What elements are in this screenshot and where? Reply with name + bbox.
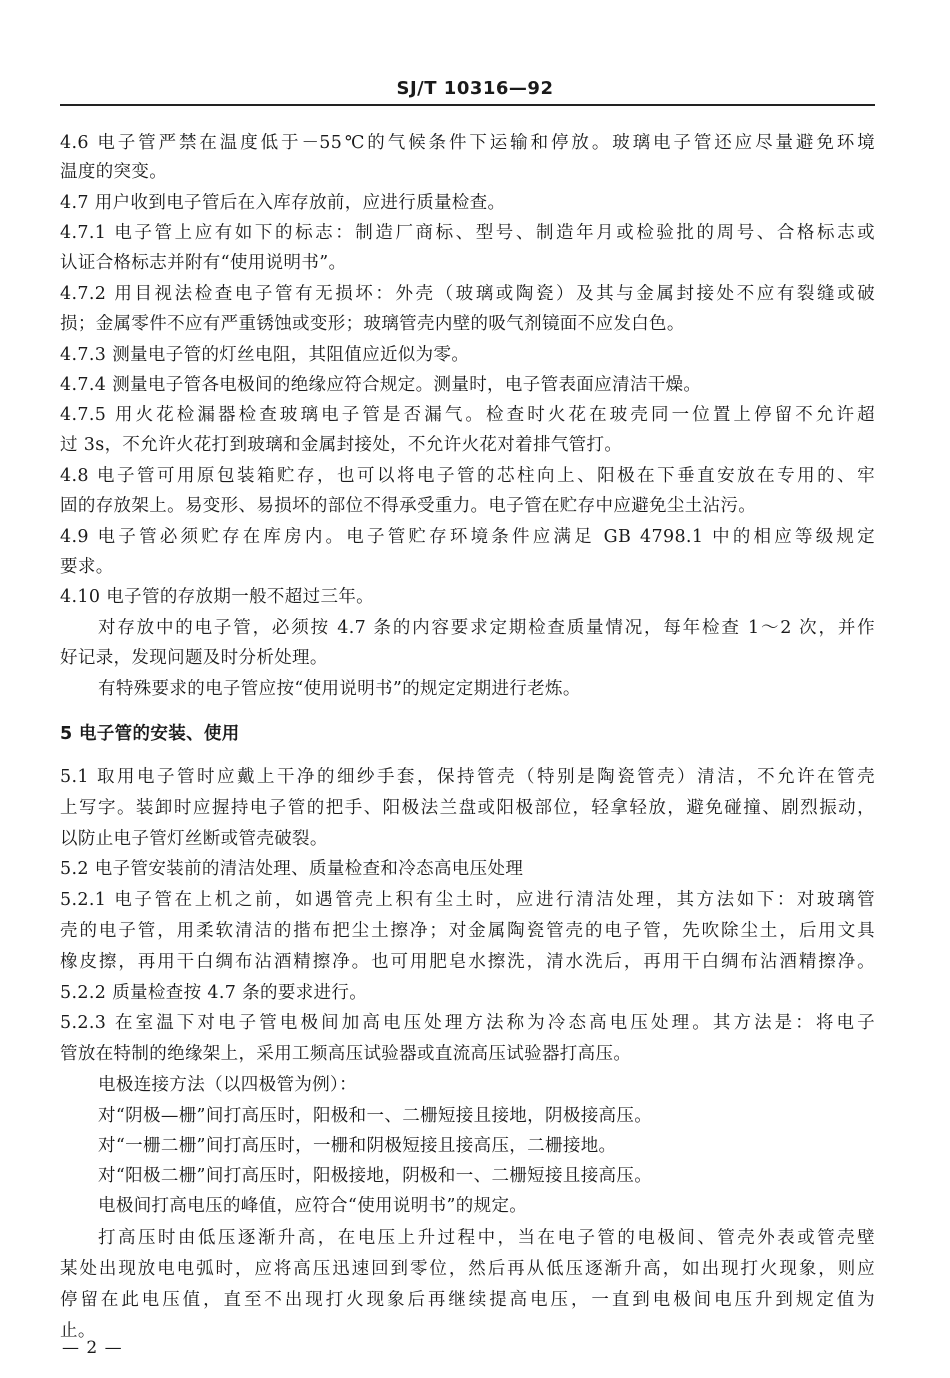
text-line: 认证合格标志并附有“使用说明书”。	[60, 253, 347, 273]
section-heading: 5 电子管的安装、使用	[60, 724, 240, 744]
text-line: 对“阳极二栅”间打高压时，阳极接地，阴极和一、二栅短接且接高压。	[98, 1166, 653, 1186]
text-line: 对“一栅二栅”间打高压时，一栅和阴极短接且接高压，二栅接地。	[98, 1136, 617, 1156]
text-line: 以防止电子管灯丝断或管壳破裂。	[60, 829, 328, 849]
text-line: 过 3s，不允许火花打到玻璃和金属封接处，不允许火花对着排气管打。	[60, 435, 623, 455]
text-line: 5.2.1 电子管在上机之前，如遇管壳上积有尘土时，应进行清洁处理，其方法如下：对玻璃管	[60, 890, 875, 910]
document-code-header: SJ/T 10316—92	[396, 78, 554, 99]
text-line: 某处出现放电电弧时，应将高压迅速回到零位，然后再从低压逐渐升高，如出现打火现象，则应	[60, 1259, 875, 1279]
text-line: 对存放中的电子管，必须按 4.7 条的内容要求定期检查质量情况，每年检查 1～2 次，并作	[98, 618, 875, 638]
text-line: 5.2 电子管安装前的清洁处理、质量检查和冷态高电压处理	[60, 859, 524, 879]
text-line: 4.6 电子管严禁在温度低于－55℃的气候条件下运输和停放。玻璃电子管还应尽量避免环境	[60, 133, 875, 153]
text-line: 要求。	[60, 557, 114, 577]
text-line: 4.7.5 用火花检漏器检查玻璃电子管是否漏气。检查时火花在玻壳同一位置上停留不允许超	[60, 405, 875, 425]
text-line: 4.7.3 测量电子管的灯丝电阻，其阻值应近似为零。	[60, 345, 470, 365]
text-line: 管放在特制的绝缘架上，采用工频高压试验器或直流高压试验器打高压。	[60, 1044, 632, 1064]
text-line: 4.9 电子管必须贮存在库房内。电子管贮存环境条件应满足 GB 4798.1 中的相应等级规定	[60, 527, 875, 547]
header-rule	[60, 104, 875, 106]
text-line: 4.7.1 电子管上应有如下的标志：制造厂商标、型号、制造年月或检验批的周号、合格标志或	[60, 223, 875, 243]
text-line: 好记录，发现问题及时分析处理。	[60, 648, 328, 668]
text-line: 5.1 取用电子管时应戴上干净的细纱手套，保持管壳（特别是陶瓷管壳）清洁，不允许在管壳	[60, 767, 875, 787]
page-number: — 2 —	[62, 1338, 123, 1358]
text-line: 5.2.3 在室温下对电子管电极间加高电压处理方法称为冷态高电压处理。其方法是：将电子	[60, 1013, 875, 1033]
text-line: 止。	[60, 1321, 96, 1341]
text-line: 停留在此电压值，直至不出现打火现象后再继续提高电压，一直到电极间电压升到规定值为	[60, 1290, 875, 1310]
text-line: 电极间打高电压的峰值，应符合“使用说明书”的规定。	[98, 1196, 528, 1216]
text-line: 对“阴极—栅”间打高压时，阳极和一、二栅短接且接地，阴极接高压。	[98, 1106, 653, 1126]
text-line: 打高压时由低压逐渐升高，在电压上升过程中，当在电子管的电极间、管壳外表或管壳壁	[98, 1228, 875, 1248]
text-line: 4.7.2 用目视法检查电子管有无损坏：外壳（玻璃或陶瓷）及其与金属封接处不应有裂缝或破	[60, 284, 875, 304]
text-line: 壳的电子管，用柔软清洁的揩布把尘土擦净；对金属陶瓷管壳的电子管，先吹除尘土，后用文具	[60, 921, 875, 941]
text-line: 损；金属零件不应有严重锈蚀或变形；玻璃管壳内壁的吸气剂镜面不应发白色。	[60, 314, 685, 334]
text-line: 4.10 电子管的存放期一般不超过三年。	[60, 587, 375, 607]
text-line: 5.2.2 质量检查按 4.7 条的要求进行。	[60, 983, 368, 1003]
text-line: 电极连接方法（以四极管为例）：	[98, 1075, 357, 1095]
text-line: 4.7.4 测量电子管各电极间的绝缘应符合规定。测量时，电子管表面应清洁干燥。	[60, 375, 702, 395]
text-line: 上写字。装卸时应握持电子管的把手、阳极法兰盘或阳极部位，轻拿轻放，避免碰撞、剧烈振动，	[60, 798, 875, 818]
text-line: 有特殊要求的电子管应按“使用说明书”的规定定期进行老炼。	[98, 679, 581, 699]
text-line: 4.7 用户收到电子管后在入库存放前，应进行质量检查。	[60, 193, 506, 213]
text-line: 固的存放架上。易变形、易损坏的部位不得承受重力。电子管在贮存中应避免尘土沾污。	[60, 496, 757, 516]
text-line: 橡皮擦，再用干白绸布沾酒精擦净。也可用肥皂水擦洗，清水洗后，再用干白绸布沾酒精擦净。	[60, 952, 875, 972]
text-line: 温度的突变。	[60, 162, 168, 182]
text-line: 4.8 电子管可用原包装箱贮存，也可以将电子管的芯柱向上、阳极在下垂直安放在专用的、牢	[60, 466, 875, 486]
